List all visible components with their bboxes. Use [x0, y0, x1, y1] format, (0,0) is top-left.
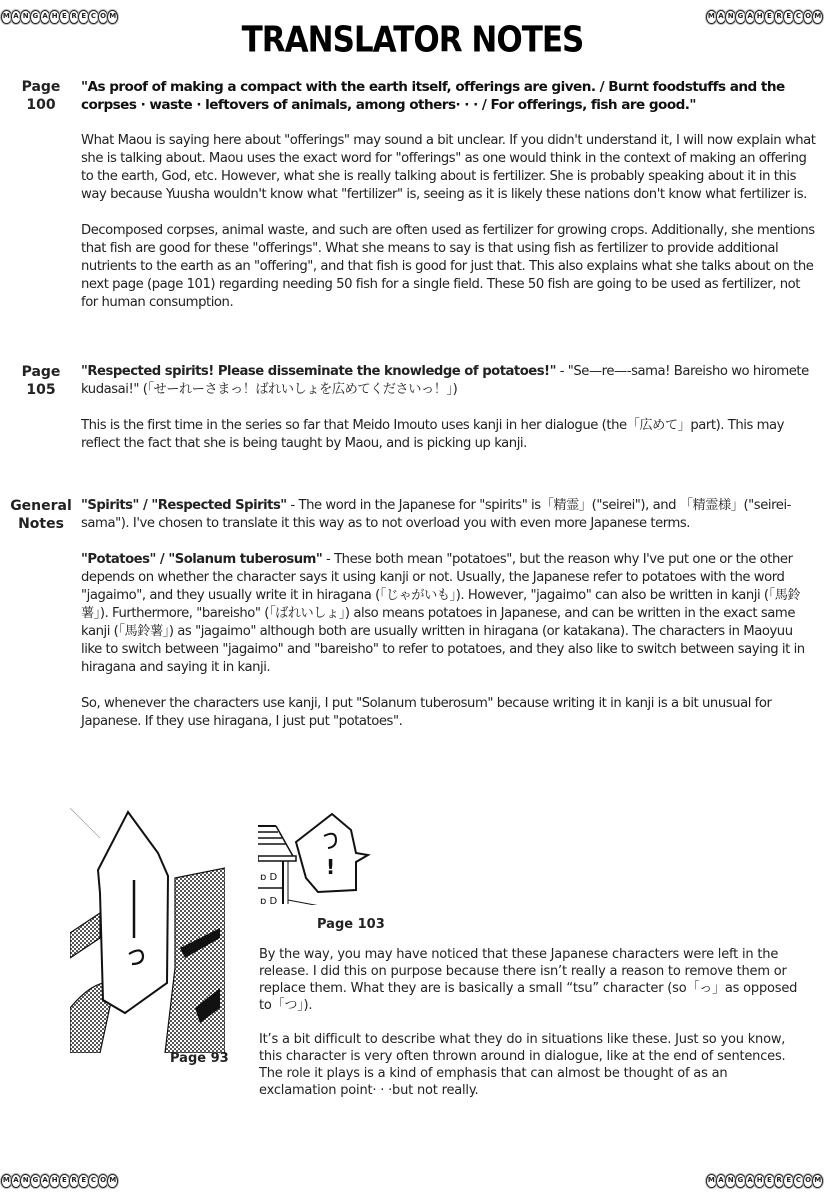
watermark-letter: A [716, 1174, 727, 1188]
glossary-definition: - The word in the Japanese for "spirits" is「精霊」("seirei"), and 「精霊様」("seirei-sama"). I've chosen to translate it this way as to not overload you with even more Japanese terms. [81, 498, 791, 531]
section-body [81, 497, 816, 749]
watermark-letter: E [59, 10, 70, 24]
watermark-letter: C [88, 1174, 99, 1188]
closing-paragraph: So, whenever the characters use kanji, I put "Solanum tuberosum" because writing it in kanji is a bit unusual for Japanese. If they use hiragana, I just put "potatoes". [81, 696, 772, 729]
watermark-letter: G [30, 10, 41, 24]
watermark-letter: R [774, 1174, 785, 1188]
watermark-letter: C [793, 10, 804, 24]
section-label-line1: General [10, 498, 72, 514]
watermark-letter: C [793, 1174, 804, 1188]
watermark-letter: M [706, 1174, 717, 1188]
page-title: TRANSLATOR NOTES [241, 19, 584, 61]
watermark-letter: A [745, 10, 756, 24]
side-notes [259, 946, 799, 1116]
watermark-letter: E [764, 10, 775, 24]
watermark-letter: O [803, 10, 814, 24]
glossary-term: "Spirits" / "Respected Spirits" [81, 498, 287, 513]
watermark-letter: H [754, 10, 765, 24]
watermark-letter: O [98, 1174, 109, 1188]
quoted-dialogue: "As proof of making a compact with the earth itself, offerings are given. / Burnt foodstuffs and the corpses · waste · leftovers of animals, among others· · · / For offerings, fish are good." [81, 79, 785, 113]
watermark-letter: M [706, 10, 717, 24]
glossary-item-spirits [81, 497, 816, 533]
manga-panel-page-93 [70, 808, 225, 1053]
watermark-letter: A [40, 1174, 51, 1188]
bubble-exclamation-glyph: ! [326, 855, 336, 879]
section-label-line1: Page [21, 79, 61, 95]
speed-line [70, 808, 100, 838]
watermark-letter: R [69, 1174, 80, 1188]
section-label-line2: 100 [26, 97, 56, 113]
section-label-line1: Page [21, 364, 61, 380]
side-note-paragraph: It’s a bit difficult to describe what they do in situations like these. Just so you know, this character is very often thrown around in dialogue, like at the end of sentences. The role it plays is a kind of emphasis that can almost be thought of as an exclamation point· · ·but not really. [259, 1032, 786, 1098]
watermark-letter: E [783, 1174, 794, 1188]
watermark-letter: H [49, 1174, 60, 1188]
watermark-letter: M [812, 1174, 823, 1188]
figure-caption-page-93: Page 93 [170, 1051, 229, 1066]
section-label [6, 497, 76, 533]
watermark-letter: G [735, 10, 746, 24]
section-label [6, 78, 76, 114]
watermark-letter: E [78, 1174, 89, 1188]
quoted-dialogue-japanese: - "Se—re—-sama! Bareisho wo hiromete kudasai!" (「せーれーさまっ！ばれいしょを広めてくださいっ！」) [81, 364, 809, 397]
watermark-letter: M [1, 1174, 12, 1188]
explanation-paragraph: This is the first time in the series so far that Meido Imouto uses kanji in her dialogue (the「広めて」part). This may reflect the fact that she is being taught by Maou, and is picking up kanji. [81, 418, 785, 451]
section-body [81, 363, 816, 471]
figure-caption-page-103: Page 103 [317, 917, 385, 932]
manga-panel-page-103 [258, 800, 388, 905]
watermark-letter: H [754, 1174, 765, 1188]
watermark-letter: R [69, 10, 80, 24]
explanation-paragraph: Decomposed corpses, animal waste, and such are often used as fertilizer for growing crops. Additionally, she mentions that fish are good for these "offerings". What she means to say is that using fish as fertilizer to provide additional nutrients to the earth as an "offering", and that fish is good for just that. This also explains what she talks about on the next page (page 101) regarding needing 50 fish for a single field. These 50 fish are going to be used as fertilizer, not for human consumption. [81, 223, 815, 310]
watermark-letter: R [774, 10, 785, 24]
watermark-letter: H [49, 10, 60, 24]
watermark-letter: A [745, 1174, 756, 1188]
section-body [81, 78, 816, 330]
watermark-letter: E [783, 10, 794, 24]
watermark-letter: G [30, 1174, 41, 1188]
watermark-letter: A [716, 10, 727, 24]
watermark-letter: O [803, 1174, 814, 1188]
watermark-letter: O [98, 10, 109, 24]
quoted-dialogue-english: "Respected spirits! Please disseminate the knowledge of potatoes!" [81, 364, 556, 379]
side-note-paragraph: By the way, you may have noticed that these Japanese characters were left in the release. I did this on purpose because there isn’t really a reason to remove them or replace them. What they are is basically a small “tsu” character (so「っ」as opposed to「つ」). [259, 947, 798, 1013]
section-label-line2: Notes [18, 516, 64, 532]
watermark-letter: N [725, 1174, 736, 1188]
section-label-line2: 105 [26, 382, 56, 398]
speech-bubble [296, 814, 368, 892]
watermark-letter: E [764, 1174, 775, 1188]
watermark-letter: G [735, 1174, 746, 1188]
watermark-letter: E [59, 1174, 70, 1188]
watermark-letter: M [812, 10, 823, 24]
glossary-definition: - These both mean "potatoes", but the reason why I've put one or the other depends on whether the character says it using kanji or not. Usually, the Japanese refer to potatoes with the word "jagaimo", and they usually write it in hiragana (「じゃがいも」). However, "jagaimo" can also be written in kanji (「馬鈴薯」). Furthermore, "bareisho" (「ばれいしょ」) also means potatoes in Japanese, and can be written in the exact same kanji (「馬鈴薯」) as "jagaimo" although both are usually written in hiragana (or katakana). The characters in Maoyuu like to switch between "jagaimo" and "bareisho" to refer to potatoes, and they also like to switch between saying it in hiragana and saying it in kanji. [81, 552, 805, 675]
watermark-letter: A [40, 10, 51, 24]
watermark-letter: C [88, 10, 99, 24]
explanation-paragraph: What Maou is saying here about "offerings" may sound a bit unclear. If you didn't understand it, I will now explain what she is talking about. Maou uses the exact word for "offerings" as one would think in the context of making an offering to the earth, God, etc. However, what she is really talking about is fertilizer. She is probably speaking about it in this way because Yuusha wouldn't know what "fertilizer" is, seeing as it is likely these nations don't know what fertilizer is. [81, 133, 816, 202]
watermark-logo-bottom-right [706, 1170, 822, 1192]
glossary-item-potatoes [81, 551, 816, 677]
watermark-letter: M [107, 1174, 118, 1188]
watermark-letter: A [11, 10, 22, 24]
watermark-logo-bottom-left [1, 1170, 117, 1192]
section-label [6, 363, 76, 399]
watermark-letter: N [20, 1174, 31, 1188]
svg-text:ɒ D: ɒ D [260, 872, 278, 883]
watermark-letter: M [107, 10, 118, 24]
watermark-letter: N [20, 10, 31, 24]
quoted-dialogue [81, 363, 816, 399]
watermark-letter: M [1, 10, 12, 24]
watermark-letter: E [78, 10, 89, 24]
watermark-letter: N [725, 10, 736, 24]
glossary-term: "Potatoes" / "Solanum tuberosum" [81, 552, 323, 567]
watermark-letter: A [11, 1174, 22, 1188]
svg-text:ɒ D: ɒ D [260, 896, 278, 905]
